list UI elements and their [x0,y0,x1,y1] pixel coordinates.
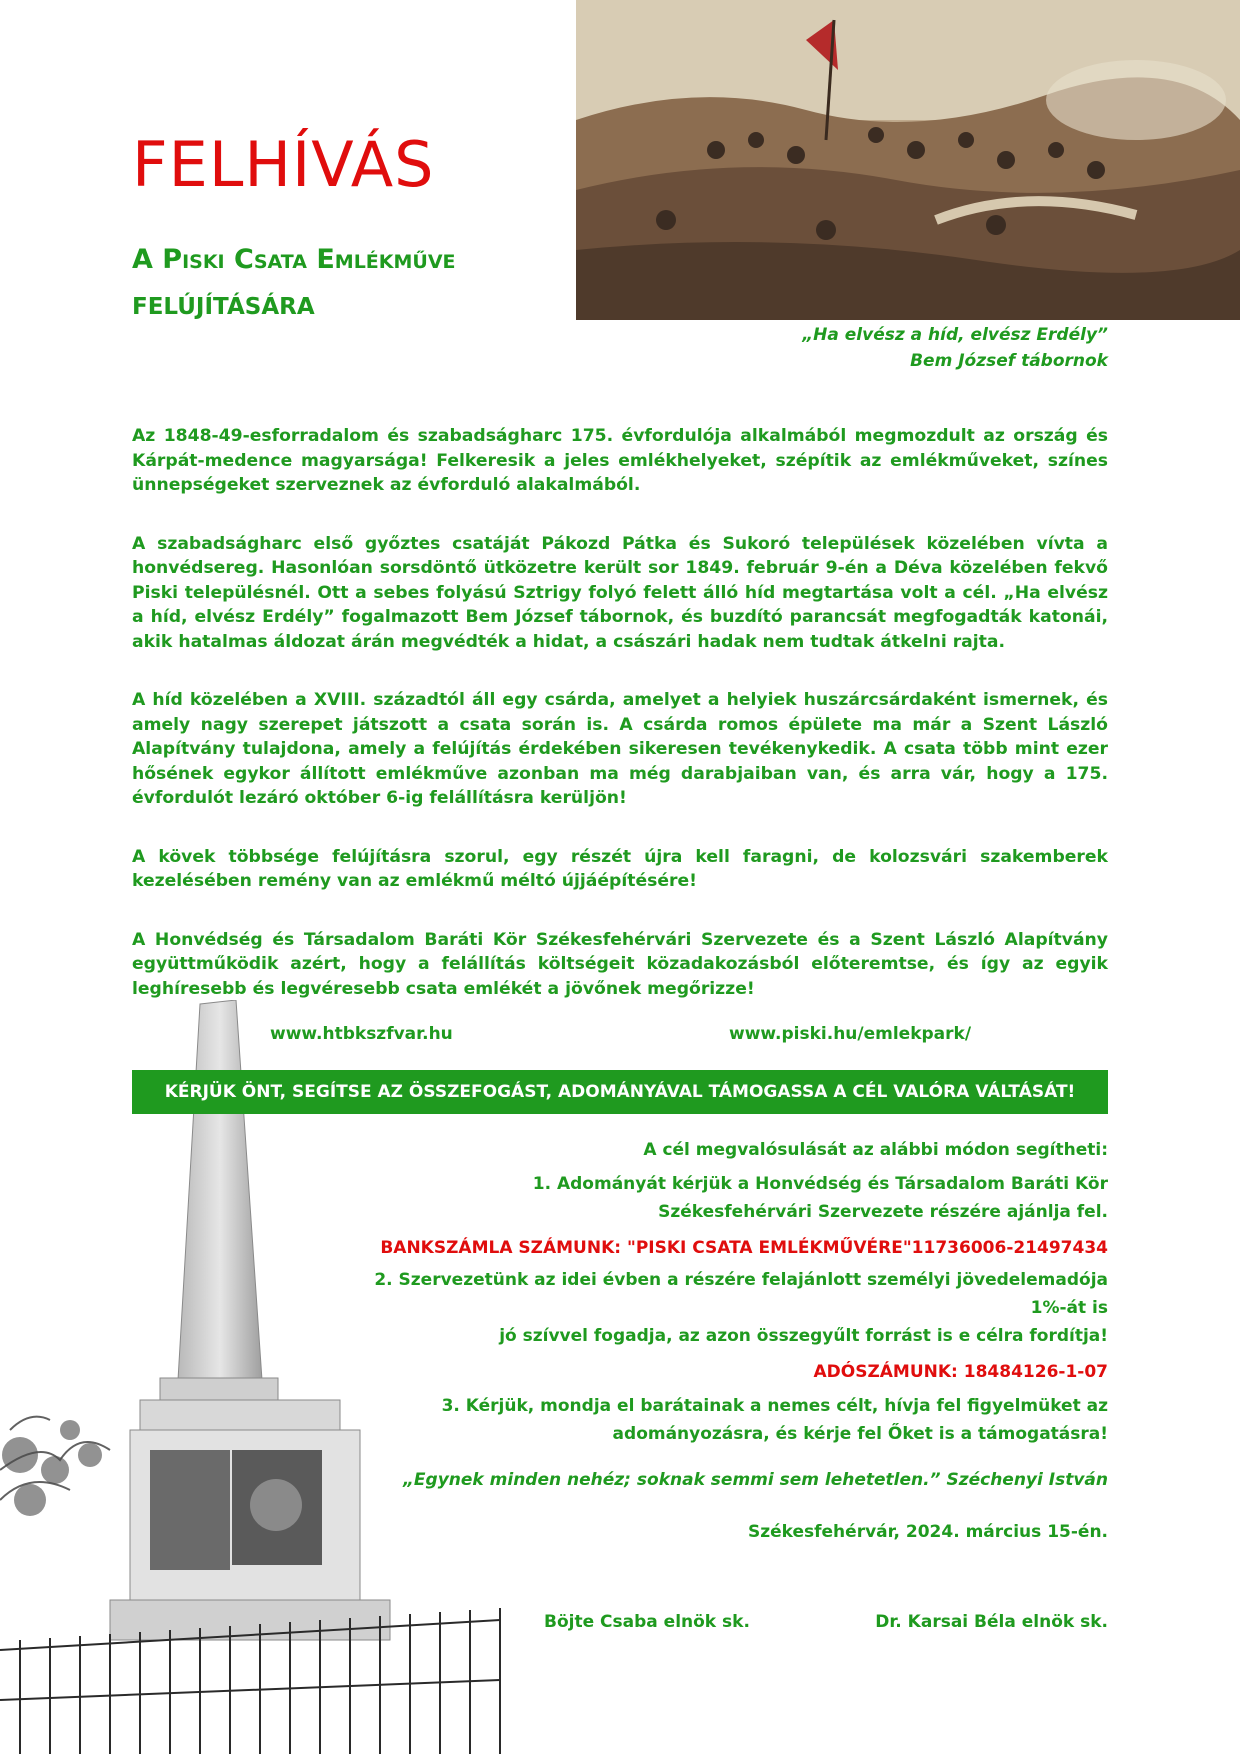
link-piski-emlekpark[interactable]: www.piski.hu/emlekpark/ [729,1024,972,1044]
support-intro: A cél megvalósulását az alábbi módon segítheti: [643,1140,1108,1160]
battle-painting-image [576,0,1240,320]
paragraph-battle: A szabadságharc első győztes csatáját Pákozd Pátka és Sukoró települések közelében vívta a honvédsereg. Hasonlóan sorsdöntő ütközetre került sor 1849. február 9-én a Déva közelében fekvő Piski településnél. Ott a sebes folyású Sztrigy folyó felett álló híd megtartása volt a cél. „Ha elvész a híd, elvész Erdély” fogalmazott Bem József tábornok, és buzdító parancsát megfogadták katonái, akik hatalmas áldozat árán megvédték a hidat, a császári hadak nem tudtak átkelni rajta. [132,533,1108,652]
signature-left: Böjte Csaba elnök sk. [544,1612,750,1632]
body-text [132,424,1108,1035]
support-item2-line2: jó szívvel fogadja, az azon összegyűlt forrást is e célra fordítja! [499,1326,1108,1346]
bem-quote-author: Bem József tábornok [910,351,1108,371]
support-item1-line1: 1. Adományát kérjük a Honvédség és Társadalom Baráti Kör [532,1174,1108,1194]
page-title: FELHÍVÁS [132,128,435,201]
bem-quote-text: „Ha elvész a híd, elvész Erdély” [802,325,1108,345]
support-item1-line2: Székesfehérvári Szervezete részére ajánlja fel. [658,1202,1108,1222]
support-section [348,1136,1108,1546]
call-to-action-banner: KÉRJÜK ÖNT, SEGÍTSE AZ ÖSSZEFOGÁST, ADOMÁNYÁVAL TÁMOGASSA A CÉL VALÓRA VÁLTÁSÁT! [132,1070,1108,1114]
support-item3-line1: 3. Kérjük, mondja el barátainak a nemes célt, hívja fel figyelmüket az [441,1396,1108,1416]
signature-right: Dr. Karsai Béla elnök sk. [875,1612,1108,1632]
link-htbkszfvar[interactable]: www.htbkszfvar.hu [270,1024,453,1044]
bank-account: BANKSZÁMLA SZÁMUNK: "PISKI CSATA EMLÉKMŰVÉRE"11736006-21497434 [380,1238,1108,1258]
bem-quote [802,322,1108,374]
support-item2-line1: 2. Szervezetünk az idei évben a részére felajánlott személyi jövedelemadója 1%-át is [374,1270,1108,1318]
tax-number: ADÓSZÁMUNK: 18484126-1-07 [813,1362,1108,1382]
subtitle-line1: A Piski Csata Emlékműve [132,244,456,275]
paragraph-intro: Az 1848-49-esforradalom és szabadságharc 175. évfordulója alkalmából megmozdult az ország és Kárpát-medence magyarsága! Felkeresik a jeles emlékhelyeket, szépítik az emlékműveket, színes ünnepségeket szerveznek az évforduló alakalmából. [132,426,1108,495]
support-item3-line2: adományozásra, és kérje fel Őket is a támogatásra! [612,1424,1108,1444]
paragraph-cooperation: A Honvédség és Társadalom Baráti Kör Székesfehérvári Szervezete és a Szent László Alapítvány együttműködik azért, hogy a felállítás költségeit közadakozásból előteremtse, és így az egyik leghíresebb és legvéresebb csata emlékét a jövőnek megőrizze! [132,929,1108,999]
szechenyi-quote: „Egynek minden nehéz; soknak semmi sem lehetetlen.” Széchenyi István [402,1470,1108,1490]
place-date: Székesfehérvár, 2024. március 15-én. [747,1522,1108,1542]
paragraph-stones: A kövek többsége felújításra szorul, egy részét újra kell faragni, de kolozsvári szakemberek kezelésében remény van az emlékmű méltó újjáépítésére! [132,846,1108,891]
subtitle-line2: FELÚJÍTÁSÁRA [132,294,315,320]
paragraph-csarda: A híd közelében a XVIII. századtól áll egy csárda, amelyet a helyiek huszárcsárdaként ismernek, és amely nagy szerepet játszott a csata során is. A csárda romos épülete ma már a Szent László Alapítvány tulajdona, amely a felújítás érdekében sikeresen tevékenykedik. A csata több mint ezer hősének egykor állított emlékműve azonban ma még darabjaiban van, és arra vár, hogy a 175. évfordulót lezáró október 6-ig felállításra kerüljön! [132,690,1108,808]
